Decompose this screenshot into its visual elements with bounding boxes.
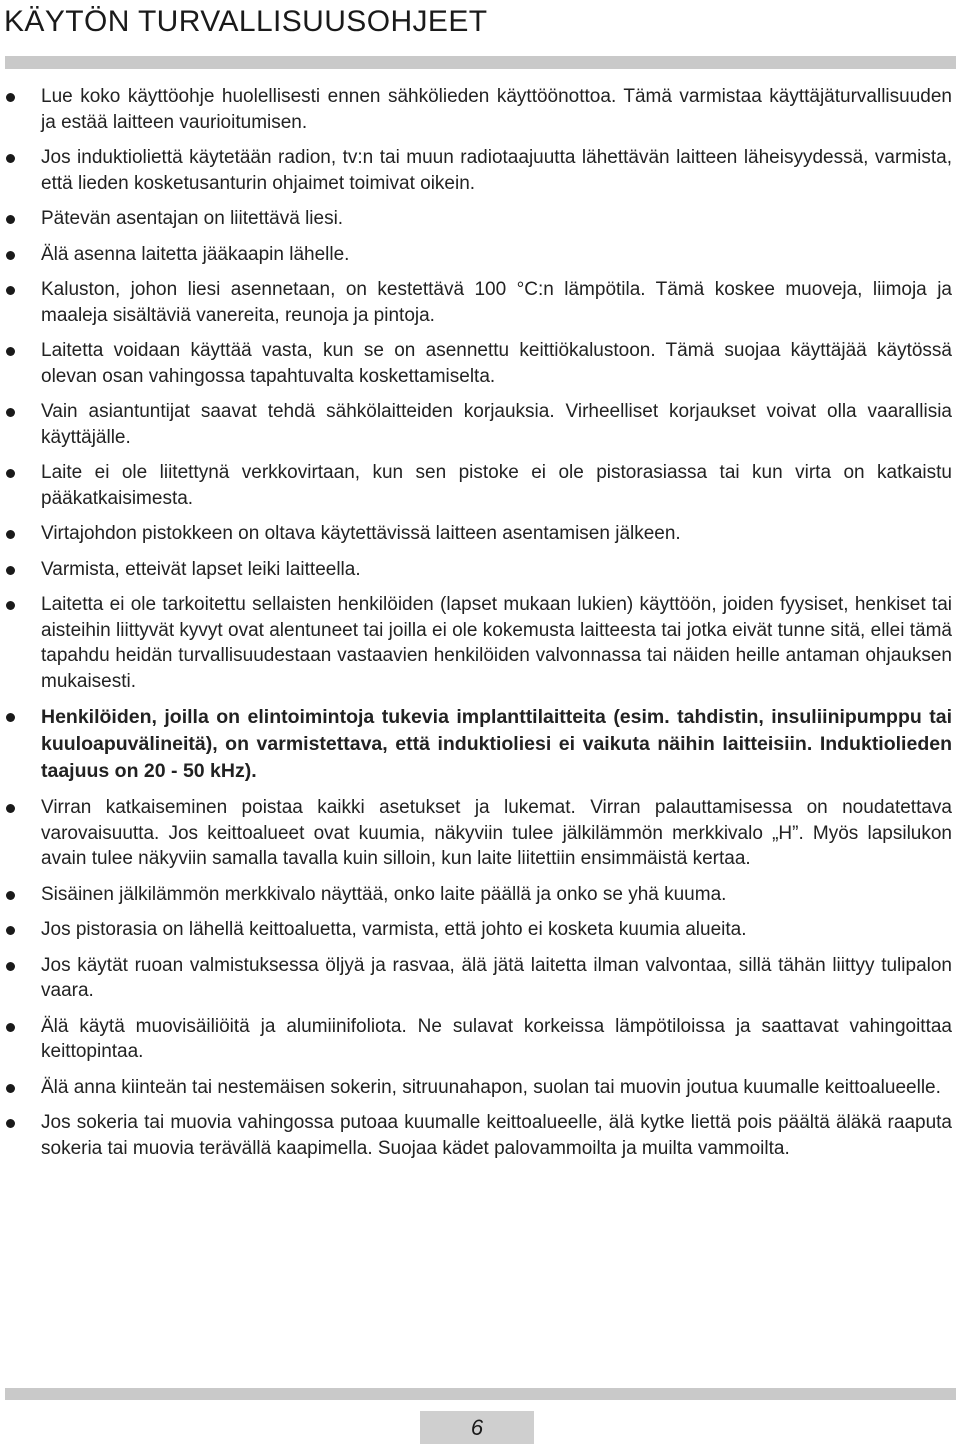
- safety-item-text: Sisäinen jälkilämmön merkkivalo näyttää, onko laite päällä ja onko se yhä kuuma.: [41, 883, 727, 905]
- safety-item: [0, 704, 960, 785]
- bullet-icon: [6, 215, 15, 224]
- safety-item: [0, 557, 960, 583]
- safety-item-text: Jos sokeria tai muovia vahingossa putoaa kuumalle keittoalueelle, älä kytke liettä pois päältä äläkä raaputa sokeria tai muovia terävällä kaapimella. Suojaa kädet palovammoilta ja muilta vammoilta.: [41, 1112, 952, 1159]
- safety-item-text: Henkilöiden, joilla on elintoimintoja tukevia implanttilaitteita (esim. tahdistin, insuliinipumppu tai kuuloapuvälineitä), on varmistettava, että induktioliesi ei vaikuta näihin laitteisiin. Induktiolieden taajuus on 20 - 50 kHz).: [41, 706, 952, 782]
- page-title: KÄYTÖN TURVALLISUUSOHJEET: [4, 5, 488, 38]
- bullet-icon: [6, 530, 15, 539]
- safety-item-text: Lue koko käyttöohje huolellisesti ennen sähkölieden käyttöönottoa. Tämä varmistaa käyttäjäturvallisuuden ja estää laitteen vaurioitumisen.: [41, 86, 952, 133]
- safety-item: [0, 145, 960, 196]
- safety-item-text: Jos käytät ruoan valmistuksessa öljyä ja rasvaa, älä jätä laitetta ilman valvontaa, sillä tähän liittyy tulipalon vaara.: [41, 954, 952, 1001]
- safety-item: [0, 460, 960, 511]
- safety-item: [0, 277, 960, 328]
- safety-item-text: Jos pistorasia on lähellä keittoaluetta, varmista, että johto ei kosketa kuumia alueita.: [41, 919, 747, 940]
- safety-item-text: Vain asiantuntijat saavat tehdä sähkölaitteiden korjauksia. Virheelliset korjaukset voivat olla vaarallisia käyttäjälle.: [41, 401, 952, 448]
- safety-item-text: Virran katkaiseminen poistaa kaikki asetukset ja lukemat. Virran palauttamisessa on noudatettava varovaisuutta. Jos keittoalueet ovat kuumia, näkyviin tulee jälkilämmön merkkivalo „H”. Myös lapsilukon avain tulee näkyviin samalla tavalla kuin silloin, kun laite liitettiin ensimmäistä kertaa.: [41, 797, 952, 869]
- safety-item: [0, 1110, 960, 1161]
- safety-item: [0, 338, 960, 389]
- safety-item: [0, 1014, 960, 1065]
- safety-item-text: Älä anna kiinteän tai nestemäisen sokerin, sitruunahapon, suolan tai muovin joutua kuumalle keittoalueelle.: [41, 1076, 941, 1098]
- safety-item-text: Varmista, etteivät lapset leiki laitteella.: [41, 558, 361, 580]
- header-divider: [5, 56, 956, 69]
- bullet-icon: [6, 286, 15, 295]
- safety-item-text: Jos induktioliettä käytetään radion, tv:n tai muun radiotaajuutta lähettävän laitteen läheisyydessä, varmista, että lieden kosketusanturin ohjaimet toimivat oikein.: [41, 147, 952, 194]
- safety-item-text: Älä asenna laitetta jääkaapin lähelle.: [41, 243, 350, 265]
- safety-item: [0, 795, 960, 872]
- safety-item: [0, 399, 960, 450]
- bullet-icon: [6, 713, 15, 722]
- safety-instructions-list: [0, 84, 960, 1171]
- safety-item-text: Kaluston, johon liesi asennetaan, on kestettävä 100 °C:n lämpötila. Tämä koskee muoveja, liimoja ja maaleja sisältäviä vanereita, reunoja ja pintoja.: [41, 279, 952, 326]
- bullet-icon: [6, 251, 15, 260]
- bullet-icon: [6, 926, 15, 935]
- bullet-icon: [6, 469, 15, 478]
- bullet-icon: [6, 566, 15, 575]
- safety-item: [0, 882, 960, 908]
- bullet-icon: [6, 408, 15, 417]
- safety-item-text: Älä käytä muovisäiliöitä ja alumiinifoliota. Ne sulavat korkeissa lämpötiloissa ja saattavat vahingoittaa keittopintaa.: [41, 1015, 952, 1062]
- safety-item: [0, 521, 960, 547]
- safety-item: [0, 953, 960, 1004]
- bullet-icon: [6, 962, 15, 971]
- safety-item: [0, 206, 960, 232]
- bullet-icon: [6, 1023, 15, 1032]
- safety-item: [0, 84, 960, 135]
- bullet-icon: [6, 93, 15, 102]
- safety-item: [0, 1075, 960, 1101]
- safety-item: [0, 242, 960, 268]
- safety-item-text: Virtajohdon pistokkeen on oltava käytettävissä laitteen asentamisen jälkeen.: [41, 523, 681, 544]
- safety-item: [0, 592, 960, 694]
- safety-item-text: Laitetta ei ole tarkoitettu sellaisten henkilöiden (lapset mukaan lukien) käyttöön, joiden fyysiset, henkiset tai aisteihin liittyvät kyvyt ovat alentuneet tai joilla ei ole kokemusta laitteesta tai jotka eivät tunne sitä, ellei tämä tapahdu heidän turvallisuudestaan vastaavien henkilöiden valvonnassa tai näiden heille antaman ohjauksen mukaisesti.: [41, 594, 952, 692]
- safety-item-text: Laitetta voidaan käyttää vasta, kun se on asennettu keittiökalustoon. Tämä suojaa käyttäjää käytössä olevan osan vahingossa tapahtuvalta koskettamiselta.: [41, 340, 952, 387]
- bullet-icon: [6, 1084, 15, 1093]
- safety-item: [0, 917, 960, 943]
- bullet-icon: [6, 1119, 15, 1128]
- bullet-icon: [6, 804, 15, 813]
- bullet-icon: [6, 891, 15, 900]
- safety-item-text: Laite ei ole liitettynä verkkovirtaan, kun sen pistoke ei ole pistorasiassa tai kun virta on katkaistu pääkatkaisimesta.: [41, 462, 952, 509]
- bullet-icon: [6, 601, 15, 610]
- bullet-icon: [6, 347, 15, 356]
- page-number: 6: [420, 1411, 534, 1444]
- bullet-icon: [6, 154, 15, 163]
- footer-divider: [5, 1388, 956, 1400]
- safety-item-text: Pätevän asentajan on liitettävä liesi.: [41, 208, 344, 229]
